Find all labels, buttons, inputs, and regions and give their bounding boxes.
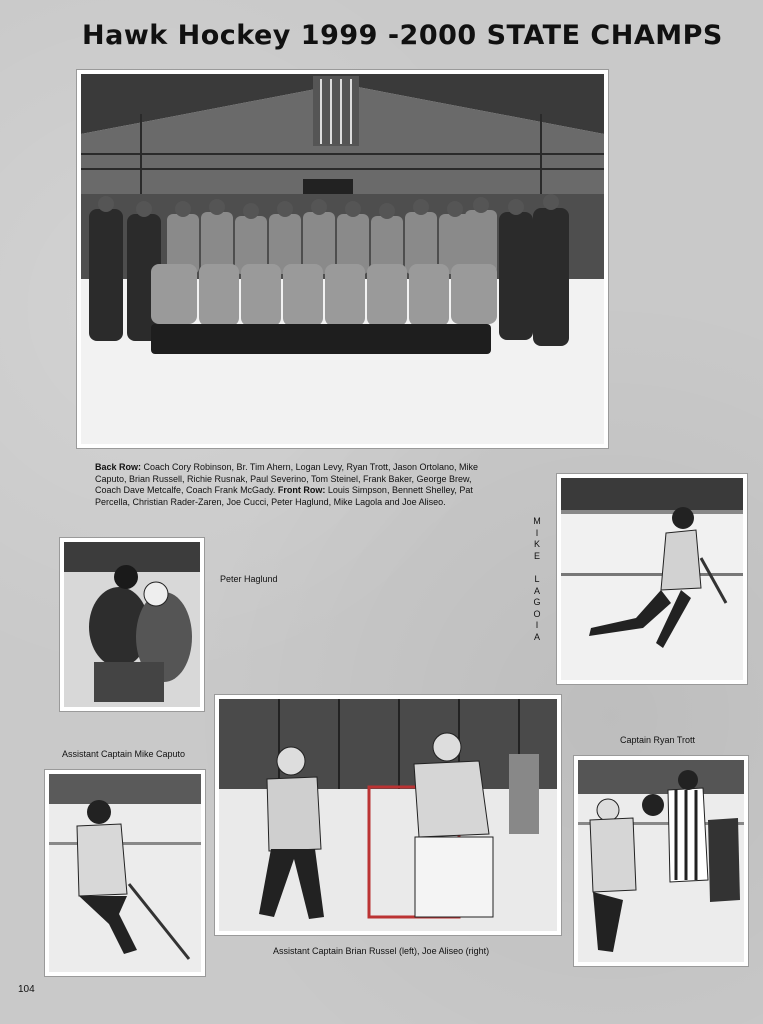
ryan-trott-image: [578, 760, 744, 962]
back-row-names: Coach Cory Robinson, Br. Tim Ahern, Logan Levy, Ryan Trott, Jason Ortolano, Mike Caputo, Brian Russell, Richie Rusnak, Paul Severino, Tom Steinel, Frank Baker, George Brew, Coach Dave Metcalfe, Coach Frank McGady.: [95, 462, 479, 495]
front-row-names: Louis Simpson, Bennett Shelley, Pat Percella, Christian Rader-Zaren, Joe Cucci, Peter Haglund, Mike Lagola and Joe Aliseo.: [95, 485, 473, 507]
front-row-label: Front Row:: [275, 485, 326, 495]
mike-caputo-image: [49, 774, 201, 972]
peter-haglund-caption: Peter Haglund: [220, 574, 278, 584]
trott-caption: Captain Ryan Trott: [620, 735, 696, 745]
page-title: Hawk Hockey 1999 -2000 STATE CHAMPS: [82, 20, 723, 51]
page-number: 104: [18, 984, 35, 995]
russel-aliseo-image: [219, 699, 557, 931]
russel-aliseo-caption: Assistant Captain Brian Russel (left), Joe Aliseo (right): [273, 946, 490, 956]
peter-haglund-photo: [60, 538, 204, 711]
team-photo-image: [81, 74, 604, 444]
back-row-label: Back Row:: [95, 462, 142, 472]
team-photo: [77, 70, 608, 448]
mike-caputo-photo: [45, 770, 205, 976]
team-caption: [95, 462, 490, 508]
mike-lagoia-photo: [557, 474, 747, 684]
mike-lagoia-image: [561, 478, 743, 680]
mike-lagoia-caption: M I K E L A G O I A: [533, 516, 541, 642]
caputo-caption: Assistant Captain Mike Caputo: [62, 749, 186, 759]
peter-haglund-image: [64, 542, 200, 707]
ryan-trott-photo: [574, 756, 748, 966]
russel-aliseo-photo: [215, 695, 561, 935]
